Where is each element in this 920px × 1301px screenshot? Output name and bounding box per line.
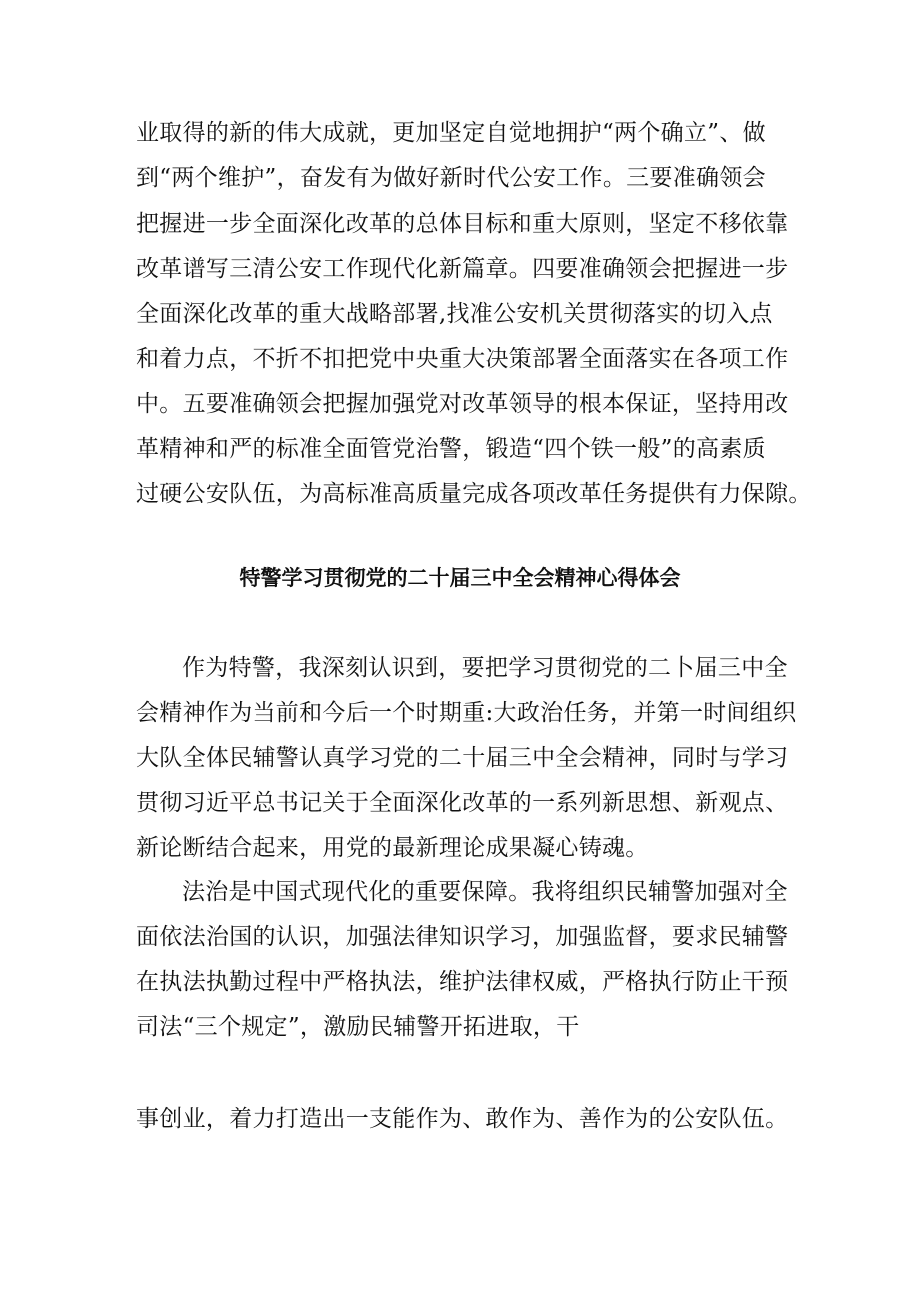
text-line: 会精神作为当前和今后一个时期重:大政治任务，并第一时间组织 — [136, 700, 797, 726]
text-line: 过硬公安队伍，为高标准高质量完成各项改革任务提供有力保隙。 — [136, 481, 812, 507]
text-line: 改革谱写三清公安工作现代化新篇章。四要准确领会把握进一步 — [136, 256, 789, 282]
section-title: 特警学习贯彻党的二十届三中全会精神心得体会 — [239, 566, 681, 590]
text-line: 作为特警，我深刻认识到，要把学习贯彻党的二卜届三中全 — [182, 655, 788, 681]
text-line: 事创业，着力打造出一支能作为、敢作为、善作为的公安队伍。 — [136, 1106, 789, 1132]
text-line: 到“两个维护”，奋发有为做好新时代公安工作。三要准确领会 — [136, 165, 766, 191]
text-line: 新论断结合起来，用党的最新理论成果凝心铸魂。 — [136, 835, 649, 861]
text-line: 把握进一步全面深化改革的总体目标和重大原则，坚定不移依靠 — [136, 211, 789, 237]
text-line: 革精神和严的标准全面管党治警，锻造“四个铁一般”的高素质 — [136, 436, 766, 462]
text-line: 大队全体民辅警认真学习党的二十届三中全会精神，同时与学习 — [136, 745, 789, 771]
text-line: 业取得的新的伟大成就，更加坚定自觉地拥护“两个确立”、做 — [136, 120, 766, 146]
text-line: 司法“三个规定”，激励民辅警开拓进取，干 — [136, 1014, 580, 1040]
text-line: 全面深化改革的重大战略部署,找准公安机关贯彻落实的切入点 — [136, 301, 773, 327]
text-line: 在执法执勤过程中严格执法，维护法律权威，严格执行防止干预 — [136, 969, 789, 995]
text-line: 和着力点，不折不扣把党中央重大决策部署全面落实在各项工作 — [136, 346, 789, 372]
text-line: 贯彻习近平总书记关于全面深化改革的一系列新思想、新观点、 — [136, 790, 789, 816]
text-line: 面依法治国的认识，加强法律知识学习，加强监督，要求民辅警 — [136, 924, 789, 950]
text-line: 中。五要准确领会把握加强党对改革领导的根本保证，坚持用改 — [136, 391, 789, 417]
text-line: 法治是中国式现代化的重要保障。我将组织民辅警加强对全 — [182, 879, 788, 905]
